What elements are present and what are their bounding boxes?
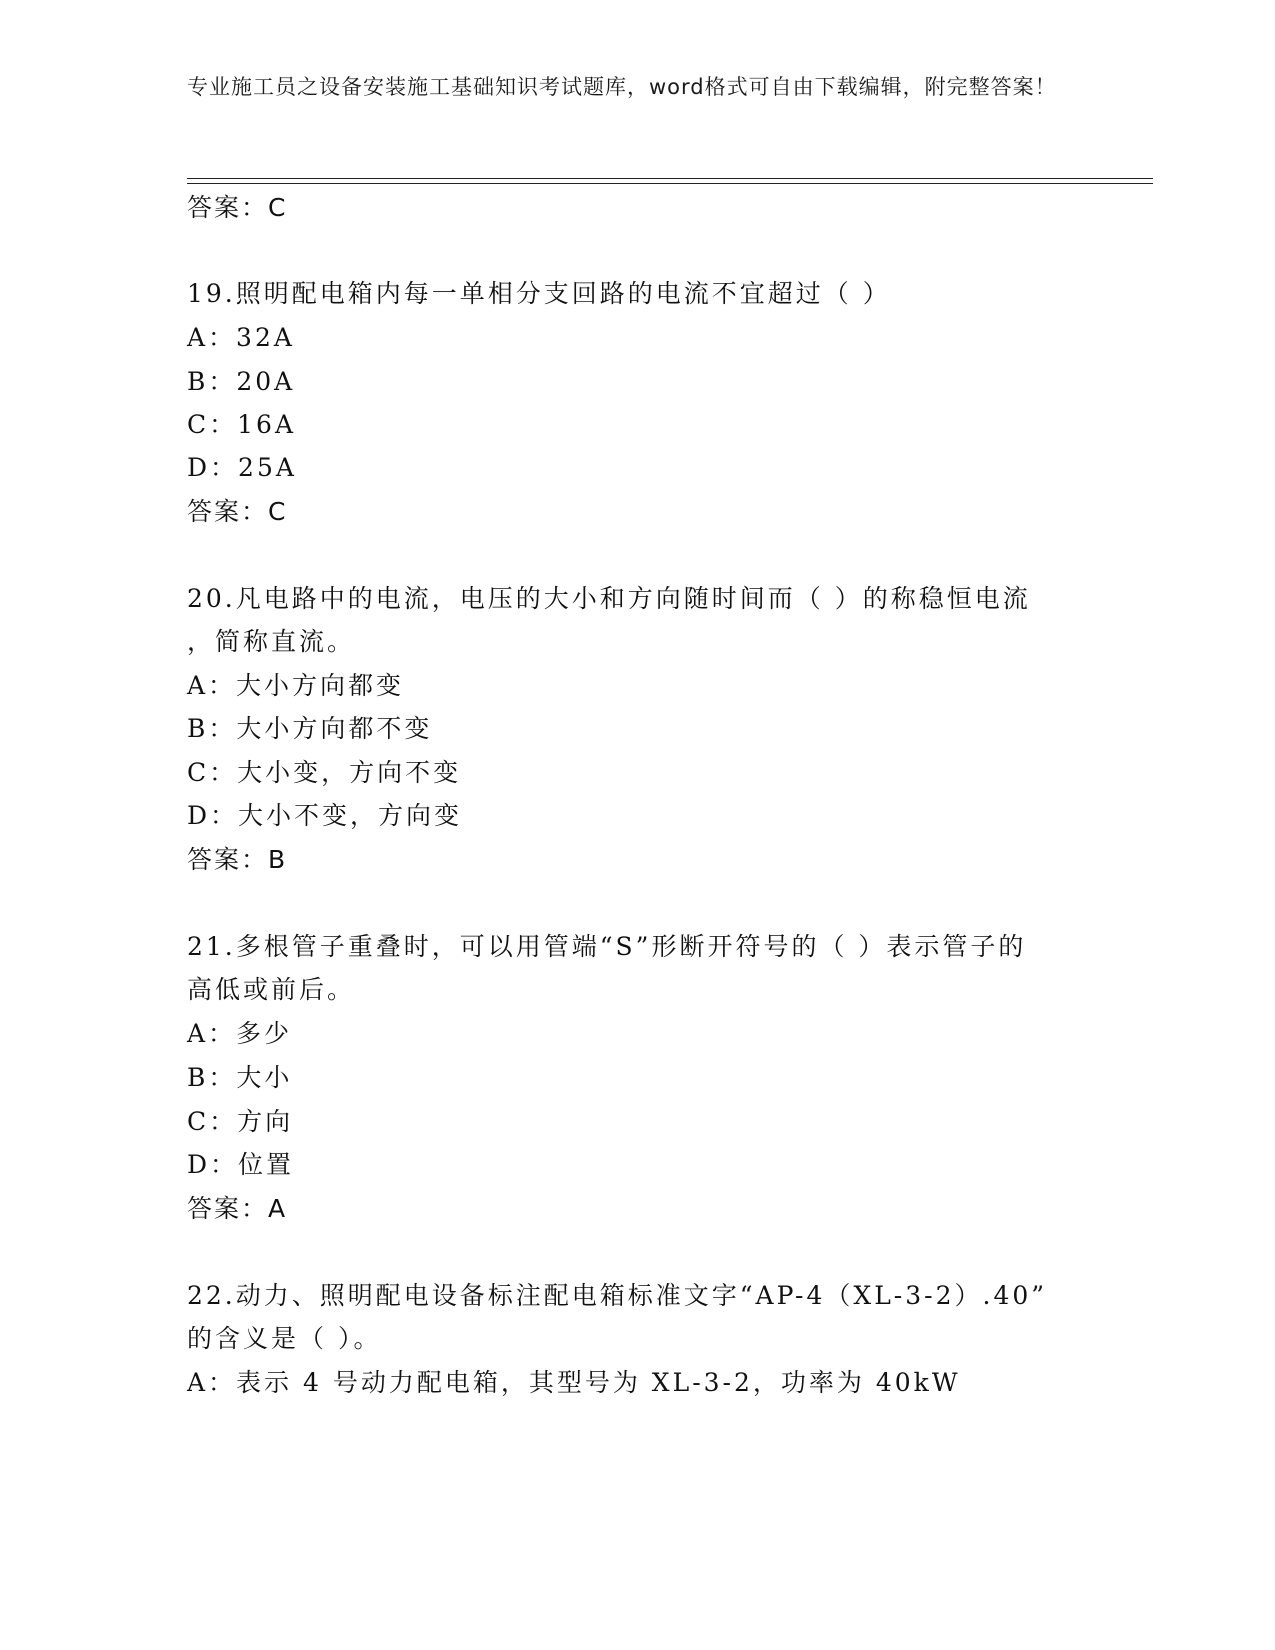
- question-22-stem-line2: 的含义是（ ）。: [187, 1324, 382, 1353]
- question-20-option-b: B：大小方向都不变: [187, 714, 433, 743]
- question-20-option-a: A：大小方向都变: [187, 671, 405, 700]
- question-20-stem-line2: ，简称直流。: [187, 627, 356, 656]
- question-19-option-b: B：20A: [187, 367, 296, 396]
- question-21-option-c: C：方向: [187, 1107, 294, 1136]
- question-20-option-c: C：大小变，方向不变: [187, 758, 462, 787]
- question-21-option-a: A：多少: [187, 1019, 293, 1048]
- question-22-option-a: A：表示 4 号动力配电箱，其型号为 XL-3-2，功率为 40kW: [187, 1368, 961, 1397]
- question-19-option-c: C：16A: [187, 410, 296, 439]
- question-19-answer: 答案：C: [187, 497, 288, 526]
- header-divider-bottom: [187, 183, 1153, 184]
- header-divider-top: [187, 178, 1153, 179]
- question-21-option-b: B：大小: [187, 1063, 293, 1092]
- question-21-answer: 答案：A: [187, 1194, 288, 1223]
- question-19-stem: 19.照明配电箱内每一单相分支回路的电流不宜超过（ ）: [187, 279, 891, 308]
- question-21-stem-line1: 21.多根管子重叠时，可以用管端“S”形断开符号的（ ）表示管子的: [187, 932, 1027, 961]
- question-20-stem-line1: 20.凡电路中的电流，电压的大小和方向随时间而（ ）的称稳恒电流: [187, 584, 1031, 613]
- answer-previous: 答案：C: [187, 193, 288, 222]
- question-19-option-d: D：25A: [187, 453, 297, 482]
- question-21-stem-line2: 高低或前后。: [187, 975, 356, 1004]
- question-20-answer: 答案：B: [187, 845, 288, 874]
- question-22-stem-line1: 22.动力、照明配电设备标注配电箱标准文字“AP-4（XL-3-2）.40”: [187, 1281, 1048, 1310]
- question-21-option-d: D：位置: [187, 1150, 295, 1179]
- question-19-option-a: A：32A: [187, 323, 295, 352]
- document-header: 专业施工员之设备安装施工基础知识考试题库，word格式可自由下载编辑，附完整答案！: [187, 75, 1057, 99]
- question-20-option-d: D：大小不变，方向变: [187, 801, 463, 830]
